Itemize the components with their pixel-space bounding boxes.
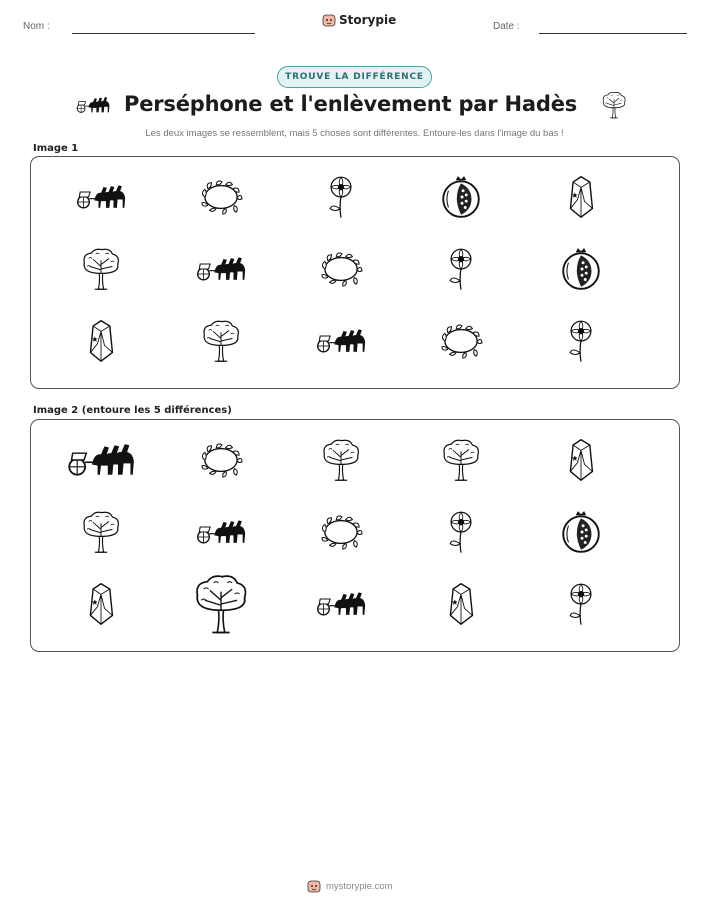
picture-cell[interactable] xyxy=(306,502,376,562)
crystal-icon xyxy=(85,319,117,363)
picture-cell xyxy=(66,311,136,371)
footer xyxy=(307,879,393,893)
pomegranate-icon[interactable] xyxy=(560,509,602,555)
chariot-icon xyxy=(316,324,366,358)
picture-cell[interactable] xyxy=(426,430,496,490)
pomegranate-icon xyxy=(440,174,482,220)
image1-label: Image 1 xyxy=(33,143,79,154)
date-field-line[interactable] xyxy=(539,33,687,34)
footer-site: mystorypie.com xyxy=(326,880,393,892)
picture-cell[interactable] xyxy=(186,574,256,634)
flower-icon xyxy=(443,246,479,292)
crystal-icon[interactable] xyxy=(445,582,477,626)
wreath-icon xyxy=(197,178,245,216)
picture-cell[interactable] xyxy=(546,502,616,562)
picture-cell xyxy=(186,239,256,299)
tree-icon xyxy=(79,246,123,292)
picture-cell xyxy=(546,311,616,371)
wreath-icon xyxy=(437,322,485,360)
chariot-icon xyxy=(196,252,246,286)
picture-cell[interactable] xyxy=(426,574,496,634)
chariot-icon[interactable] xyxy=(67,436,135,484)
crystal-icon[interactable] xyxy=(565,438,597,482)
brand xyxy=(322,13,396,27)
picture-cell xyxy=(426,311,496,371)
wreath-icon[interactable] xyxy=(197,441,245,479)
picture-cell[interactable] xyxy=(306,574,376,634)
chariot-icon xyxy=(76,180,126,214)
wreath-icon xyxy=(317,250,365,288)
picture-cell xyxy=(186,167,256,227)
brand-name: Storypie xyxy=(339,13,397,27)
picture-cell xyxy=(426,239,496,299)
picture-cell[interactable] xyxy=(66,430,136,490)
picture-cell[interactable] xyxy=(546,430,616,490)
wreath-icon[interactable] xyxy=(317,513,365,551)
picture-cell[interactable] xyxy=(66,574,136,634)
picture-cell xyxy=(66,167,136,227)
tree-icon xyxy=(199,318,243,364)
instructions: Les deux images se ressemblent, mais 5 choses sont différentes. Entoure-les dans l'image du bas ! xyxy=(145,128,564,139)
picture-cell xyxy=(546,167,616,227)
tree-icon[interactable] xyxy=(319,437,363,483)
chariot-icon[interactable] xyxy=(316,587,366,621)
image1-panel xyxy=(30,156,680,389)
picture-cell[interactable] xyxy=(426,502,496,562)
picture-cell[interactable] xyxy=(186,502,256,562)
name-field-line[interactable] xyxy=(72,33,255,34)
flower-icon[interactable] xyxy=(443,509,479,555)
picture-cell xyxy=(186,311,256,371)
picture-cell xyxy=(66,239,136,299)
tree-icon[interactable] xyxy=(190,571,252,637)
storypie-logo-icon xyxy=(322,13,336,27)
tree-icon[interactable] xyxy=(79,509,123,555)
picture-cell xyxy=(306,311,376,371)
crystal-icon[interactable] xyxy=(85,582,117,626)
image2-label: Image 2 (entoure les 5 différences) xyxy=(33,405,232,416)
pomegranate-icon xyxy=(560,246,602,292)
image2-panel[interactable] xyxy=(30,419,680,652)
flower-icon[interactable] xyxy=(563,581,599,627)
picture-cell[interactable] xyxy=(306,430,376,490)
picture-cell[interactable] xyxy=(66,502,136,562)
tree-icon[interactable] xyxy=(439,437,483,483)
page-title: Perséphone et l'enlèvement par Hadès xyxy=(124,92,578,116)
storypie-logo-icon xyxy=(307,879,321,893)
title-row xyxy=(0,92,709,122)
crystal-icon xyxy=(565,175,597,219)
activity-tag: TROUVE LA DIFFÉRENCE xyxy=(277,66,432,88)
date-label: Date : xyxy=(493,21,520,32)
tree-icon xyxy=(600,91,628,119)
chariot-icon xyxy=(76,93,110,117)
flower-icon xyxy=(563,318,599,364)
picture-cell[interactable] xyxy=(186,430,256,490)
flower-icon xyxy=(323,174,359,220)
picture-cell xyxy=(426,167,496,227)
chariot-icon[interactable] xyxy=(196,515,246,549)
name-label: Nom : xyxy=(23,21,50,32)
picture-cell xyxy=(306,167,376,227)
picture-cell xyxy=(306,239,376,299)
picture-cell xyxy=(546,239,616,299)
picture-cell[interactable] xyxy=(546,574,616,634)
